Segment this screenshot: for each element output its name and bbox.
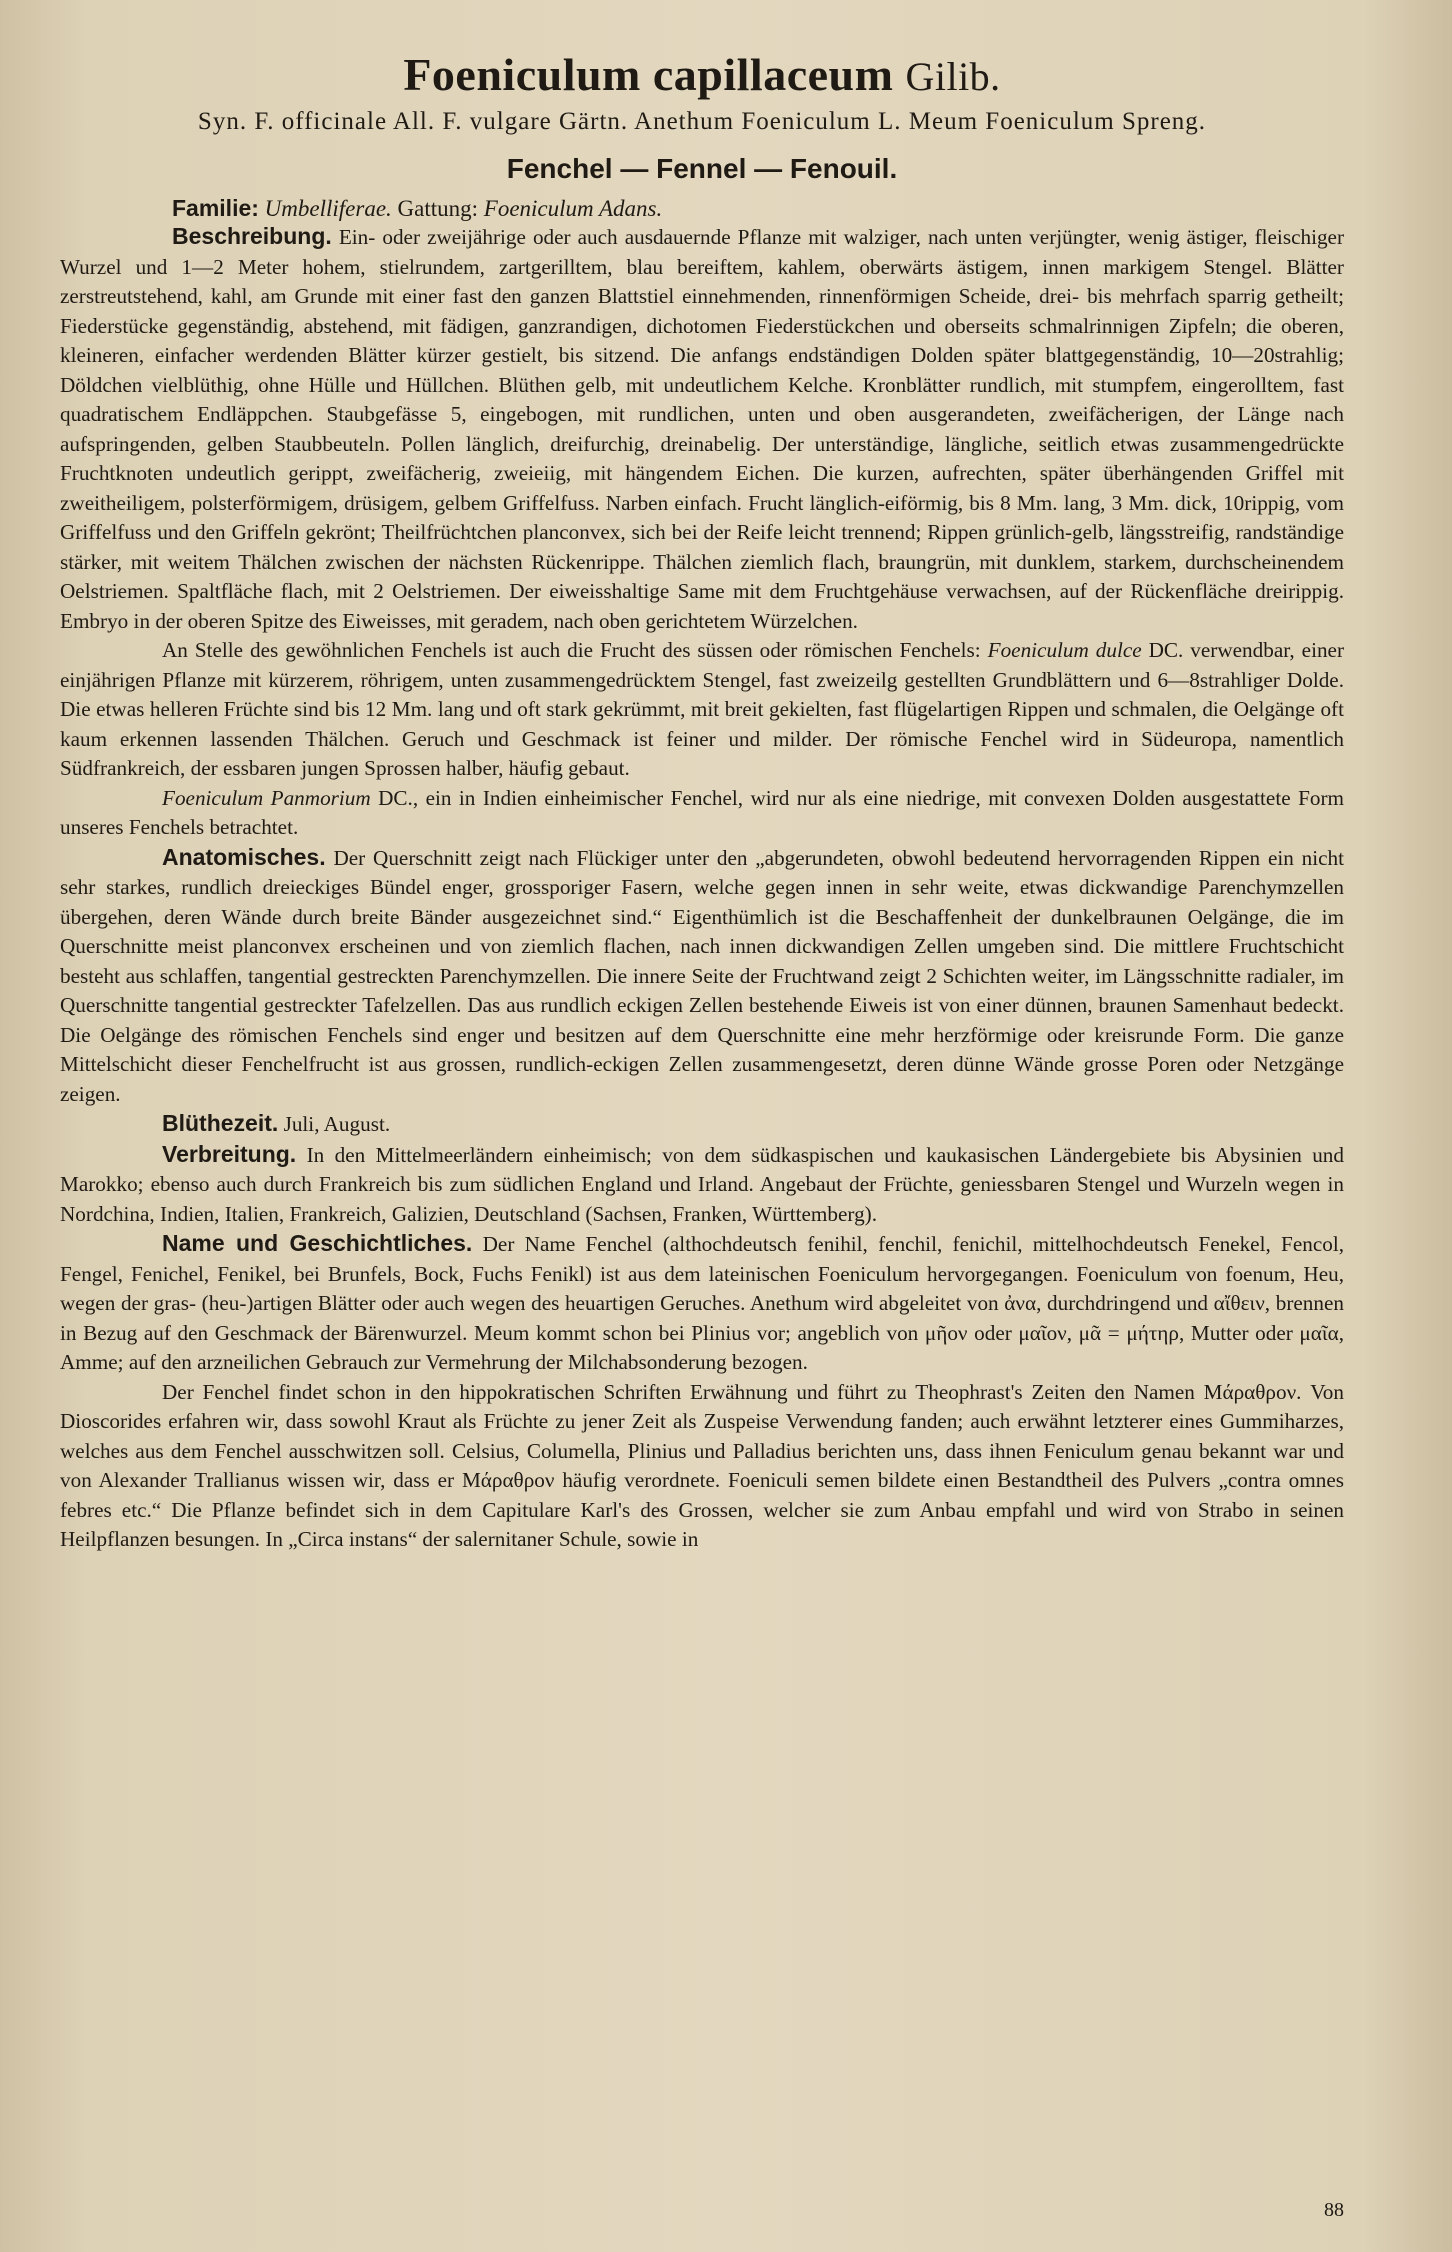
name-paragraph: [60, 1229, 1344, 1378]
synonyms: Syn. F. officinale All. F. vulgare Gärtn. Anethum Foeniculum L. Meum Foeniculum Spreng.: [197, 108, 1207, 135]
beschreibung-text: Ein- oder zweijährige oder auch ausdauernde Pflanze mit walziger, nach unten verjüngter, wenig ästiger, fleischiger Wurzel und 1—2 Meter hohem, stielrundem, zartgerilltem, blau bereiftem, kahlem, oberwärts ästigem, innen markigem Stengel. Blätter zerstreutstehend, kahl, am Grunde mit einer fast den ganzen Blattstiel einnehmenden, rinnenförmigen Scheide, drei- bis mehrfach sparrig getheilt; Fiederstücke gegenständig, abstehend, mit fädigen, ganzrandigen, dichotomen Fiederstückchen und oberseits schmalrinnigen Zipfeln; die oberen, kleineren, einfacher werdenden Blätter kürzer gestielt, bis sitzend. Die anfangs endständigen Dolden später blattgegenständig, 10—20strahlig; Döldchen vielblüthig, ohne Hülle und Hüllchen. Blüthen gelb, mit undeutlichem Kelche. Kronblätter rundlich, mit stumpfem, eingerolltem, fast quadratischem Endläppchen. Staubgefässe 5, eingebogen, mit rundlichen, unten und oben ausgerandeten, zweifächerigen, der Länge nach aufspringenden, gelben Staubbeuteln. Pollen länglich, dreifurchig, dreinabelig. Der unterständige, längliche, seitlich etwas zusammengedrückte Fruchtknoten undeutlich gerippt, zweifächerig, zweieiig, mit hängendem Eichen. Die kurzen, aufrechten, später überhängenden Griffel mit zweitheiligem, polsterförmigem, drüsigem, gelbem Griffelfuss. Narben einfach. Frucht länglich-eiförmig, bis 8 Mm. lang, 3 Mm. dick, 10rippig, vom Griffelfuss und den Griffeln gekrönt; Theilfrüchtchen planconvex, sich bei der Reife leicht trennend; Rippen grünlich-gelb, längsstreifig, randständige stärker, mit weitem Thälchen zwischen der nächsten Rückenrippe. Thälchen ziemlich flach, braungrün, mit dunklem, starkem, durchscheinendem Oelstriemen. Spaltfläche flach, mit 2 Oelstriemen. Der eiweisshaltige Same mit dem Fruchtgehäuse verwachsen, auf der Rückenfläche dreirippig. Embryo in der oberen Spitze des Eiweisses, mit geradem, nach oben gerichtetem Würzelchen.: [60, 225, 1345, 633]
familie-value: Umbelliferae.: [264, 196, 392, 221]
name-text: Der Name Fenchel (althochdeutsch fenihil, fenchil, fenichil, mittelhochdeutsch Fenekel, Fencol, Fengel, Fenichel, Fenikel, bei Brunfels, Bock, Fuchs Fenikl) ist aus dem lateinischen Foeniculum hervorgegangen. Foeniculum von foenum, Heu, wegen der gras- (heu-)artigen Blätter oder auch wegen des heuartigen Geruches. Anethum wird abgeleitet von ἀνα, durchdringend und αἴθειν, brennen in Bezug auf den Geschmack der Bärenwurzel. Meum kommt schon bei Plinius vor; angeblich von μῆον oder μαῖον, μᾶ = μήτηρ, Mutter oder μαῖα, Amme; auf den arzneilichen Gebrauch zur Vermehrung der Milchabsonderung bezogen.: [60, 1232, 1345, 1374]
name-label: Name und Geschichtliches.: [162, 1230, 473, 1256]
page-number: 88: [1324, 2199, 1344, 2221]
gattung-label: Gattung:: [397, 196, 479, 221]
title-genus: Foeniculum capillaceum: [403, 49, 894, 100]
beschreibung-label: Beschreibung.: [172, 223, 332, 249]
panmorium-paragraph: [60, 784, 1344, 843]
bluethezeit-paragraph: [60, 1109, 1344, 1140]
anatomisches-paragraph: [60, 843, 1344, 1110]
dulce-paragraph: [60, 636, 1344, 784]
gattung-value: Foeniculum Adans.: [483, 196, 663, 221]
beschreibung-paragraph: [60, 222, 1344, 636]
panmorium-text: DC., ein in Indien einheimischer Fenchel, wird nur als eine niedrige, mit convexen Dolden ausgestattete Form unseres Fenchels betrachtet.: [60, 785, 1344, 839]
bluethezeit-text: Juli, August.: [283, 1112, 391, 1136]
anatomisches-label: Anatomisches.: [162, 843, 326, 870]
page-title: [60, 48, 1344, 101]
dulce-text-b: DC. verwendbar, einer einjährigen Pflanze mit kürzerem, röhrigem, unten zusammengedrücktem Stengel, fast zweizeilg gestellten Grundblättern und 6—8strahliger Dolde. Die etwas helleren Früchte sind bis 12 Mm. lang und oft stark gekrümmt, mit breit gekielten, fast flügelartigen Rippen und schmalen, die Oelgänge oft kaum erkennen lassenden Thälchen. Geruch und Geschmack ist feiner und milder. Der römische Fenchel wird in Südeuropa, namentlich Südfrankreich, der essbaren jungen Sprossen halber, häufig gebaut.: [60, 638, 1345, 780]
family-line: [60, 195, 1344, 222]
verbreitung-text: In den Mittelmeerländern einheimisch; von dem südkaspischen und kaukasischen Ländergebiete bis Abysinien und Marokko; ebenso auch durch Frankreich bis zum südlichen England und Irland. Angebaut der Früchte, geniessbaren Stengel und Wurzeln wegen in Nordchina, Indien, Italien, Frankreich, Galizien, Deutschland (Sachsen, Franken, Württemberg).: [60, 1142, 1344, 1226]
panmorium-species: Foeniculum Panmorium: [162, 785, 371, 810]
history-text: Der Fenchel findet schon in den hippokratischen Schriften Erwähnung und führt zu Theophrast's Zeiten den Namen Μάραθρον. Von Dioscorides erfahren wir, dass sowohl Kraut als Früchte zu jener Zeit als Zuspeise Verwendung fanden; auch erwähnt letzterer eines Gummiharzes, welches aus dem Fenchel ausschwitzen soll. Celsius, Columella, Plinius und Palladius berichten uns, dass ihnen Feniculum genau bekannt war und von Alexander Trallianus wissen wir, dass er Μάραθρον häufig verordnete. Foeniculi semen bildete einen Bestandtheil des Pulvers „contra omnes febres etc.“ Die Pflanze befindet sich in dem Capitulare Karl's des Grossen, welcher sie zum Anbau empfahl und wird von Strabo in seinen Heilpflanzen besungen. In „Circa instans“ der salernitaner Schule, sowie in: [60, 1379, 1344, 1551]
verbreitung-paragraph: [60, 1140, 1344, 1230]
verbreitung-label: Verbreitung.: [162, 1140, 297, 1167]
dulce-species: Foeniculum dulce: [987, 638, 1142, 662]
dulce-text-a: An Stelle des gewöhnlichen Fenchels ist auch die Frucht des süssen oder römischen Fenchels:: [162, 638, 981, 662]
anatomisches-text: Der Querschnitt zeigt nach Flückiger unter den „abgerundeten, obwohl bedeutend hervorragenden Rippen ein nicht sehr starkes, rundlich dreieckiges Bündel enger, grossporiger Fasern, welche gegen innen in sehr weite, etwas dickwandige Parenchymzellen übergehen, deren Wände durch breite Bänder ausgezeichnet sind.“ Eigenthümlich ist die Beschaffenheit der dunkelbraunen Oelgänge, die im Querschnitte meist planconvex erscheinen und von ziemlich flachen, nach innen dickwandigen Zellen umgeben sind. Die mittlere Fruchtschicht besteht aus schlaffen, tangential gestreckten Parenchymzellen. Die innere Seite der Fruchtwand zeigt 2 Schichten weiter, im Längsschnitte radialer, im Querschnitte tangential gestreckter Tafelzellen. Das aus rundlich eckigen Zellen bestehende Eiweis ist von einer dünnen, braunen Samenhaut bedeckt. Die Oelgänge des römischen Fenchels sind enger und besitzen auf dem Querschnitte eine mehr herzförmige oder kreisrunde Form. Die ganze Mittelschicht dieser Fenchelfrucht ist aus grossen, rundlich-eckigen Zellen zusammengesetzt, deren dünne Wände grosse Poren oder Netzgänge zeigen.: [60, 845, 1345, 1106]
common-names: Fenchel — Fennel — Fenouil.: [506, 153, 898, 184]
body-text: [60, 222, 1344, 1555]
title-author: Gilib.: [905, 54, 1001, 99]
history-paragraph: [60, 1378, 1344, 1555]
familie-label: Familie:: [172, 195, 259, 221]
bluethezeit-label: Blüthezeit.: [162, 1110, 279, 1136]
